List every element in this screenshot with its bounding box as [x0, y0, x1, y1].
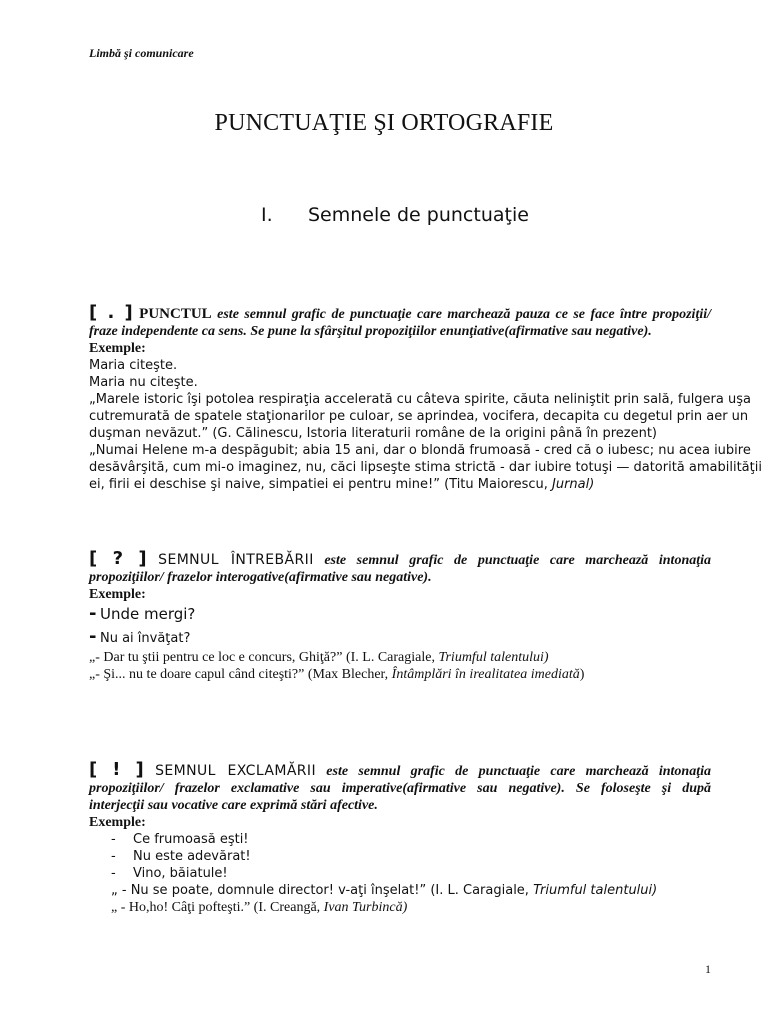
intrebare-example-1: [89, 603, 711, 626]
exclamare-example-3: [89, 865, 711, 882]
punct-definition-text-1: este semnul grafic de punctuaţie care marchează pauza ce se face între propoziţii/: [217, 307, 712, 322]
punct-quote-2-line-3-text: ei, firii ei deschise şi naive, simpatiei ei pentru mine!” (Titu Maiorescu,: [89, 477, 552, 492]
punct-mark: [ . ]: [89, 302, 134, 323]
running-head: Limbă şi comunicare: [89, 46, 194, 60]
punct-example-2: Maria nu citeşte.: [89, 375, 198, 390]
exclamare-block: [89, 761, 711, 916]
exclamare-definition-line-2: propoziţiilor/ frazelor exclamative sau imperative(afirmative sau negative). Se foloseşte şi după: [89, 781, 711, 796]
intrebare-quote-2-end: ): [579, 667, 585, 682]
intrebare-example-1-dash: -: [89, 603, 97, 624]
punct-example-1: Maria citeşte.: [89, 358, 178, 373]
exclamare-example-2: [89, 848, 711, 865]
punct-quote-2-work: Jurnal): [552, 477, 595, 492]
intrebare-definition-line-1: [89, 550, 711, 569]
exclamare-example-1: [89, 831, 711, 848]
intrebare-definition-line-2: propoziţiilor/ frazelor interogative(afirmative sau negative).: [89, 570, 432, 585]
exclamare-name: SEMNUL EXCLAMĂRII: [155, 763, 316, 779]
section-number: I.: [261, 204, 273, 226]
page-number: 1: [705, 962, 711, 976]
exclamare-example-3-dash: -: [111, 866, 116, 881]
punct-quote-2-line-1: „Numai Helene m-a despăgubit; abia 15 ani, dar o blondă frumoasă - cred că o iubesc; nu acea iubire: [89, 443, 751, 458]
punct-examples-label: Exemple:: [89, 341, 146, 356]
exclamare-quote-2: [89, 899, 711, 916]
intrebare-name: SEMNUL ÎNTREBĂRII: [158, 552, 314, 568]
intrebare-quote-2: [89, 666, 711, 683]
exclamare-quote-1: [89, 882, 711, 899]
punct-definition-line-1: [89, 304, 711, 323]
punct-quote-1-line-3: duşman nevăzut.” (G. Călinescu, Istoria literaturii române de la origini până în prezent): [89, 426, 657, 441]
intrebare-example-2: [89, 626, 711, 649]
intrebare-example-2-text: Nu ai învăţat?: [99, 631, 191, 646]
punct-block: [89, 302, 762, 493]
punct-quote-2-line-2: desăvârşită, cum mi-o imaginez, nu, căci lipseşte stima strictă - dar iubire totuşi — datorită amabilităţii: [89, 460, 762, 475]
intrebare-mark: [ ? ]: [89, 548, 148, 569]
exclamare-quote-1-text: „ - Nu se poate, domnule director! v-aţi înşelat!” (I. L. Caragiale,: [111, 883, 534, 898]
exclamare-examples-label: Exemple:: [89, 815, 146, 830]
intrebare-quote-1-text: „- Dar tu ştii pentru ce loc e concurs, Ghiţă?” (I. L. Caragiale,: [89, 650, 439, 665]
punct-quote-2-line-3: [89, 476, 711, 493]
exclamare-quote-2-work: Ivan Turbincă): [323, 900, 408, 915]
intrebare-quote-2-work: Întâmplări în irealitatea imediată: [391, 667, 580, 682]
exclamare-example-2-text: Nu este adevărat!: [133, 849, 251, 864]
intrebare-examples-label: Exemple:: [89, 587, 146, 602]
punct-quote-1-line-2: cutremurată de spatele staţionarilor pe culoar, se aprindea, vocifera, decapita cu degetul prin aer un: [89, 409, 749, 424]
section-title: Semnele de punctuaţie: [308, 204, 529, 226]
exclamare-definition-text-1: este semnul grafic de punctuaţie care marchează intonaţia: [326, 764, 711, 779]
exclamare-mark: [ ! ]: [89, 759, 145, 780]
exclamare-definition-line-3: interjecţii sau vocative care exprimă stări afective.: [89, 798, 378, 813]
intrebare-block: [89, 550, 711, 683]
exclamare-quote-1-work: Triumful talentului): [533, 883, 658, 898]
punct-quote-1-line-1: „Marele istoric îşi potolea respiraţia accelerată cu câteva spirite, căuta neliniştit prin sală, fulgera uşa: [89, 392, 751, 407]
page-title: PUNCTUAŢIE ŞI ORTOGRAFIE: [214, 110, 554, 136]
intrebare-quote-2-text: „- Şi... nu te doare capul când citeşti?” (Max Blecher,: [89, 667, 392, 682]
intrebare-quote-1: [89, 649, 711, 666]
exclamare-definition-line-1: [89, 761, 711, 780]
section-heading: [261, 204, 529, 226]
intrebare-quote-1-work: Triumful talentului): [438, 650, 549, 665]
punct-name: PUNCTUL: [139, 306, 212, 322]
intrebare-example-1-text: Unde mergi?: [99, 605, 196, 623]
intrebare-example-2-dash: -: [89, 626, 97, 647]
exclamare-example-3-text: Vino, băiatule!: [133, 866, 228, 881]
intrebare-definition-text-1: este semnul grafic de punctuaţie care marchează intonaţia: [324, 553, 712, 568]
exclamare-example-1-text: Ce frumoasă eşti!: [133, 832, 249, 847]
exclamare-example-1-dash: -: [111, 832, 116, 847]
punct-definition-line-2: fraze independente ca sens. Se pune la sfârşitul propoziţiilor enunţiative(afirmative sau negative).: [89, 324, 652, 339]
exclamare-quote-2-text: „ - Ho,ho! Câţi pofteşti.” (I. Creangă,: [111, 900, 324, 915]
exclamare-example-2-dash: -: [111, 849, 116, 864]
